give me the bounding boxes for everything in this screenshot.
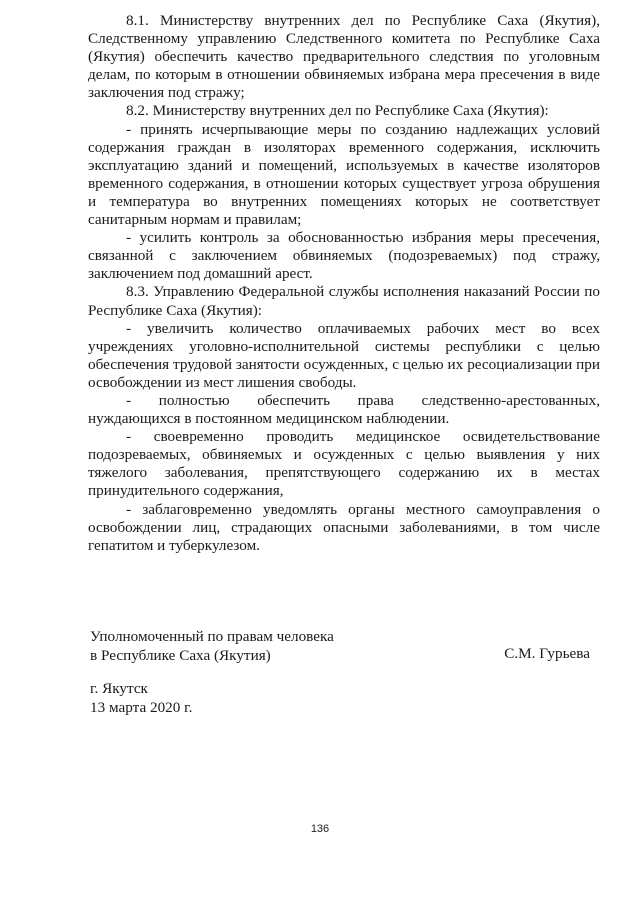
signature-block bbox=[90, 627, 598, 665]
paragraph-8-1: 8.1. Министерству внутренних дел по Республике Саха (Якутия), Следственному управлению Следственного комитета по Республике Саха (Якутия) обеспечить качество предварительного следствия по уголовным делам, по которым в отношении обвиняемых избрана мера пресечения в виде заключения под стражу; bbox=[88, 12, 600, 102]
document-body bbox=[88, 12, 600, 555]
page-number: 136 bbox=[310, 823, 330, 835]
city: г. Якутск bbox=[90, 680, 148, 697]
signatory-title-line2: в Республике Саха (Якутия) bbox=[90, 647, 271, 664]
list-item-notify: - заблаговременно уведомлять органы местного самоуправления о освобождении лиц, страдающих опасными заболеваниями, в том числе гепатитом и туберкулезом. bbox=[88, 500, 600, 554]
paragraph-8-2: 8.2. Министерству внутренних дел по Республике Саха (Якутия): bbox=[126, 102, 549, 120]
paragraph-8-3: 8.3. Управлению Федеральной службы исполнения наказаний России по Республике Саха (Якутия): bbox=[88, 283, 600, 319]
signatory-name: С.М. Гурьева bbox=[504, 645, 590, 662]
signatory-title-line1: Уполномоченный по правам человека bbox=[90, 628, 334, 645]
list-item-medical-exam: - своевременно проводить медицинское освидетельствование подозреваемых, обвиняемых и осужденных с целью выявления у них тяжелого заболевания, препятствующего содержанию их в местах принудительного содержания, bbox=[88, 428, 600, 500]
list-item-isolators: - принять исчерпывающие меры по созданию надлежащих условий содержания граждан в изоляторах временного содержания, исключить эксплуатацию зданий и помещений, используемых в качестве изоляторов временного содержания, в отношении которых существует угроза обрушения и температура во внутренних помещениях которых не соответствует санитарным нормам и правилам; bbox=[88, 120, 600, 229]
document-date: 13 марта 2020 г. bbox=[90, 699, 193, 716]
list-item-jobs: - увеличить количество оплачиваемых рабочих мест во всех учреждениях уголовно-исполнительной системы республики с целью обеспечения трудовой занятости осужденных, с целью их ресоциализации при освобождении из мест лишения свободы. bbox=[88, 319, 600, 391]
list-item-rights: - полностью обеспечить права следственно-арестованных, нуждающихся в постоянном медицинском наблюдении. bbox=[88, 391, 600, 428]
list-item-control: - усилить контроль за обоснованностью избрания меры пресечения, связанной с заключением обвиняемых (подозреваемых) под стражу, заключением под домашний арест. bbox=[88, 229, 600, 283]
place-and-date bbox=[90, 679, 192, 717]
